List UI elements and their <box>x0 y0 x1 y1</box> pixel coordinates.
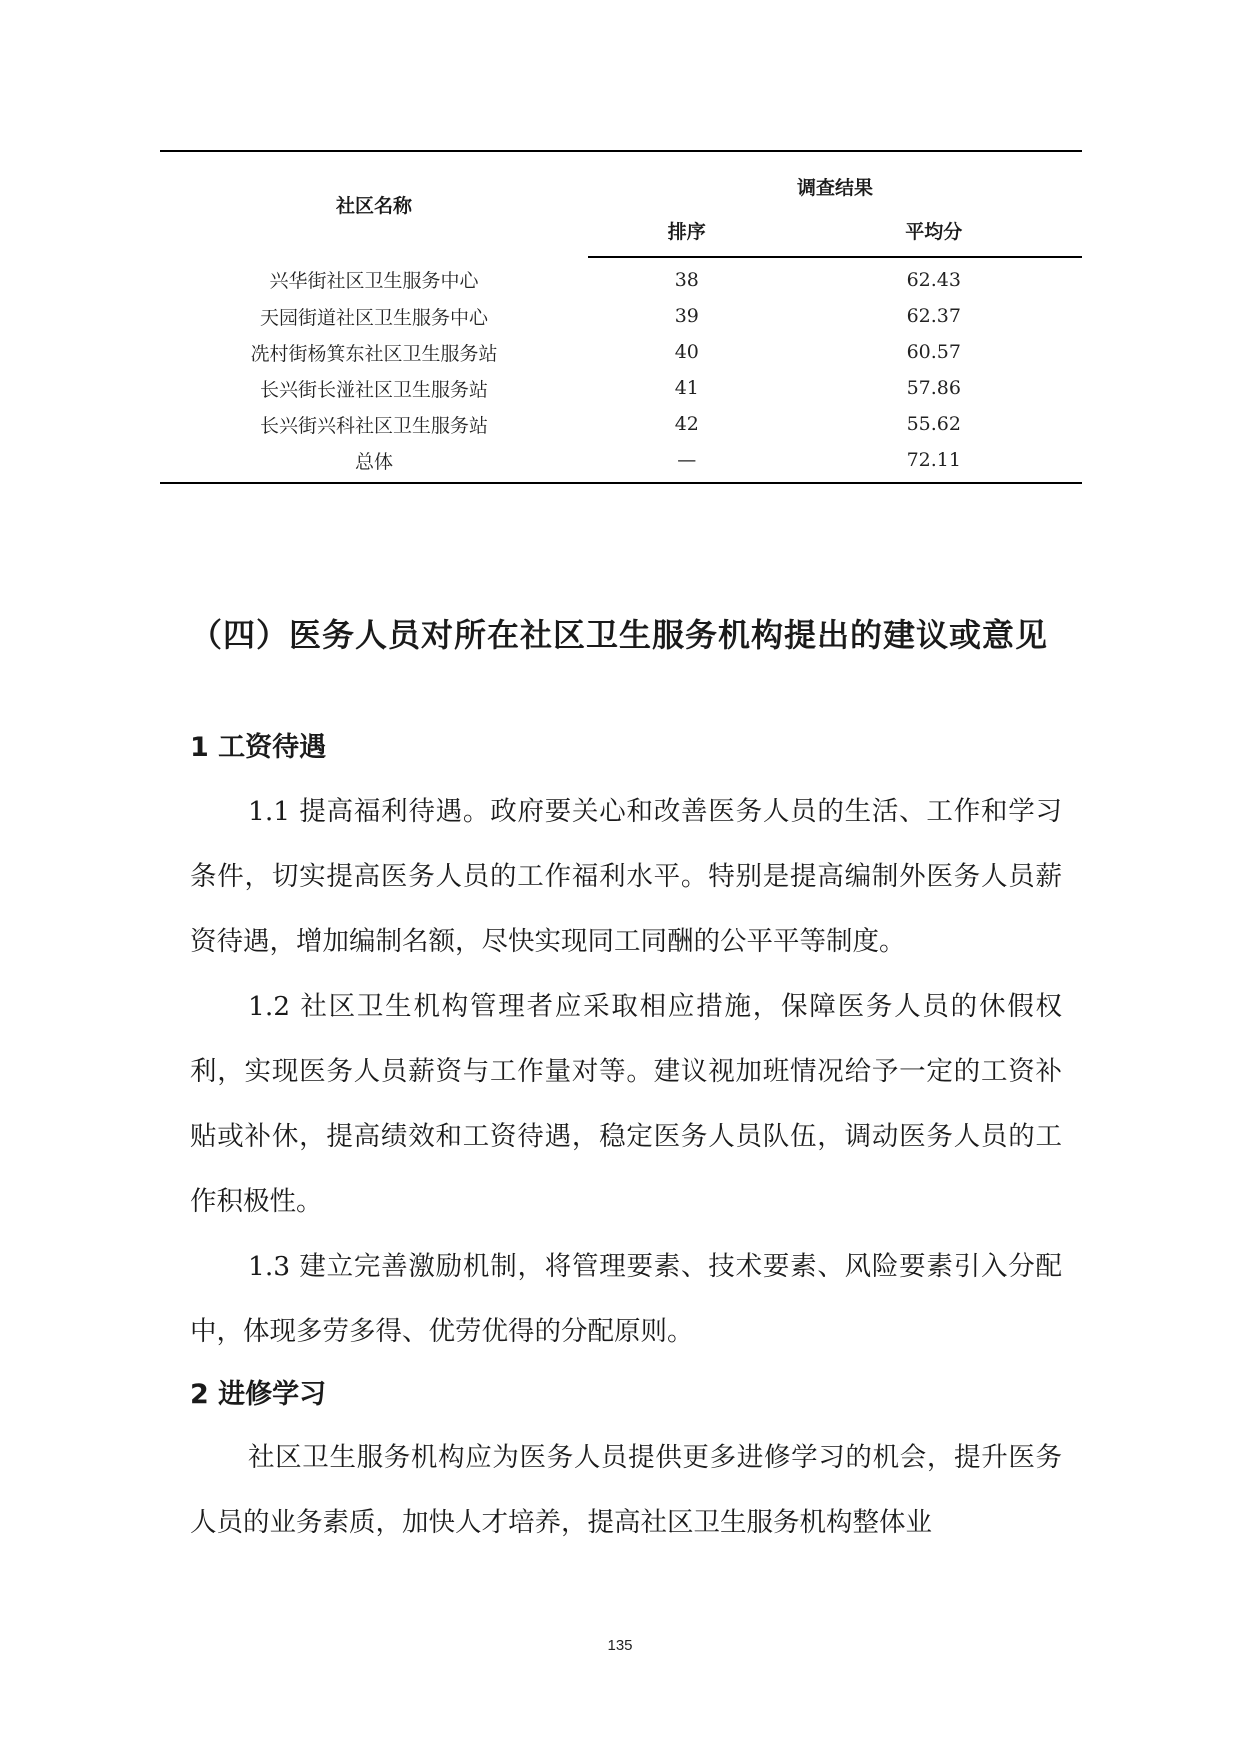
subsection-heading-salary: 1 工资待遇 <box>190 732 327 763</box>
cell-score: 62.37 <box>906 305 961 327</box>
cell-rank: — <box>677 449 697 471</box>
paragraph-1-2: 1.2 社区卫生机构管理者应采取相应措施，保障医务人员的休假权利，实现医务人员薪资与工作量对等。建议视加班情况给予一定的工资补贴或补休，提高绩效和工资待遇，稳定医务人员队伍，调动医务人员的工作积极性。 <box>190 991 1062 1217</box>
cell-rank: 40 <box>674 341 699 363</box>
cell-score: 55.62 <box>906 413 961 435</box>
paragraph-1-3: 1.3 建立完善激励机制，将管理要素、技术要素、风险要素引入分配中，体现多劳多得、优劳优得的分配原则。 <box>190 1251 1062 1347</box>
paragraph-2-1: 社区卫生服务机构应为医务人员提供更多进修学习的机会，提升医务人员的业务素质，加快人才培养，提高社区卫生服务机构整体业 <box>190 1442 1062 1538</box>
subsection-heading-training: 2 进修学习 <box>190 1379 327 1410</box>
header-community-name: 社区名称 <box>335 195 412 217</box>
cell-rank: 38 <box>674 269 699 291</box>
table-row <box>160 334 1082 370</box>
table-row <box>160 370 1082 406</box>
cell-score: 62.43 <box>906 269 961 291</box>
cell-community-name: 总体 <box>354 450 393 473</box>
table-row <box>160 406 1082 442</box>
cell-community-name: 冼村街杨箕东社区卫生服务站 <box>250 342 498 365</box>
results-table <box>160 150 1082 484</box>
cell-score: 57.86 <box>906 377 961 399</box>
cell-community-name: 天园街道社区卫生服务中心 <box>259 306 488 329</box>
table-row <box>160 298 1082 334</box>
paragraph-1-1: 1.1 提高福利待遇。政府要关心和改善医务人员的生活、工作和学习条件，切实提高医务人员的工作福利水平。特别是提高编制外医务人员薪资待遇，增加编制名额，尽快实现同工同酬的公平平等制度。 <box>190 796 1062 957</box>
cell-community-name: 兴华街社区卫生服务中心 <box>269 270 479 292</box>
table-row <box>160 257 1082 298</box>
cell-rank: 41 <box>674 377 699 399</box>
cell-rank: 42 <box>674 413 699 435</box>
cell-score: 72.11 <box>906 449 961 471</box>
header-rank: 排序 <box>588 204 786 257</box>
cell-community-name: 长兴街兴科社区卫生服务站 <box>259 414 488 437</box>
table-row-total <box>160 442 1082 483</box>
header-average-score: 平均分 <box>786 204 1082 257</box>
header-survey-result: 调查结果 <box>796 177 873 199</box>
cell-community-name: 长兴街长湴社区卫生服务站 <box>259 378 488 401</box>
section-heading: （四）医务人员对所在社区卫生服务机构提出的建议或意见 <box>190 616 1049 654</box>
table-header-row <box>160 151 1082 204</box>
results-table-container <box>160 150 1082 484</box>
cell-rank: 39 <box>674 305 699 327</box>
cell-score: 60.57 <box>906 341 961 363</box>
page-number: 135 <box>607 1637 633 1654</box>
